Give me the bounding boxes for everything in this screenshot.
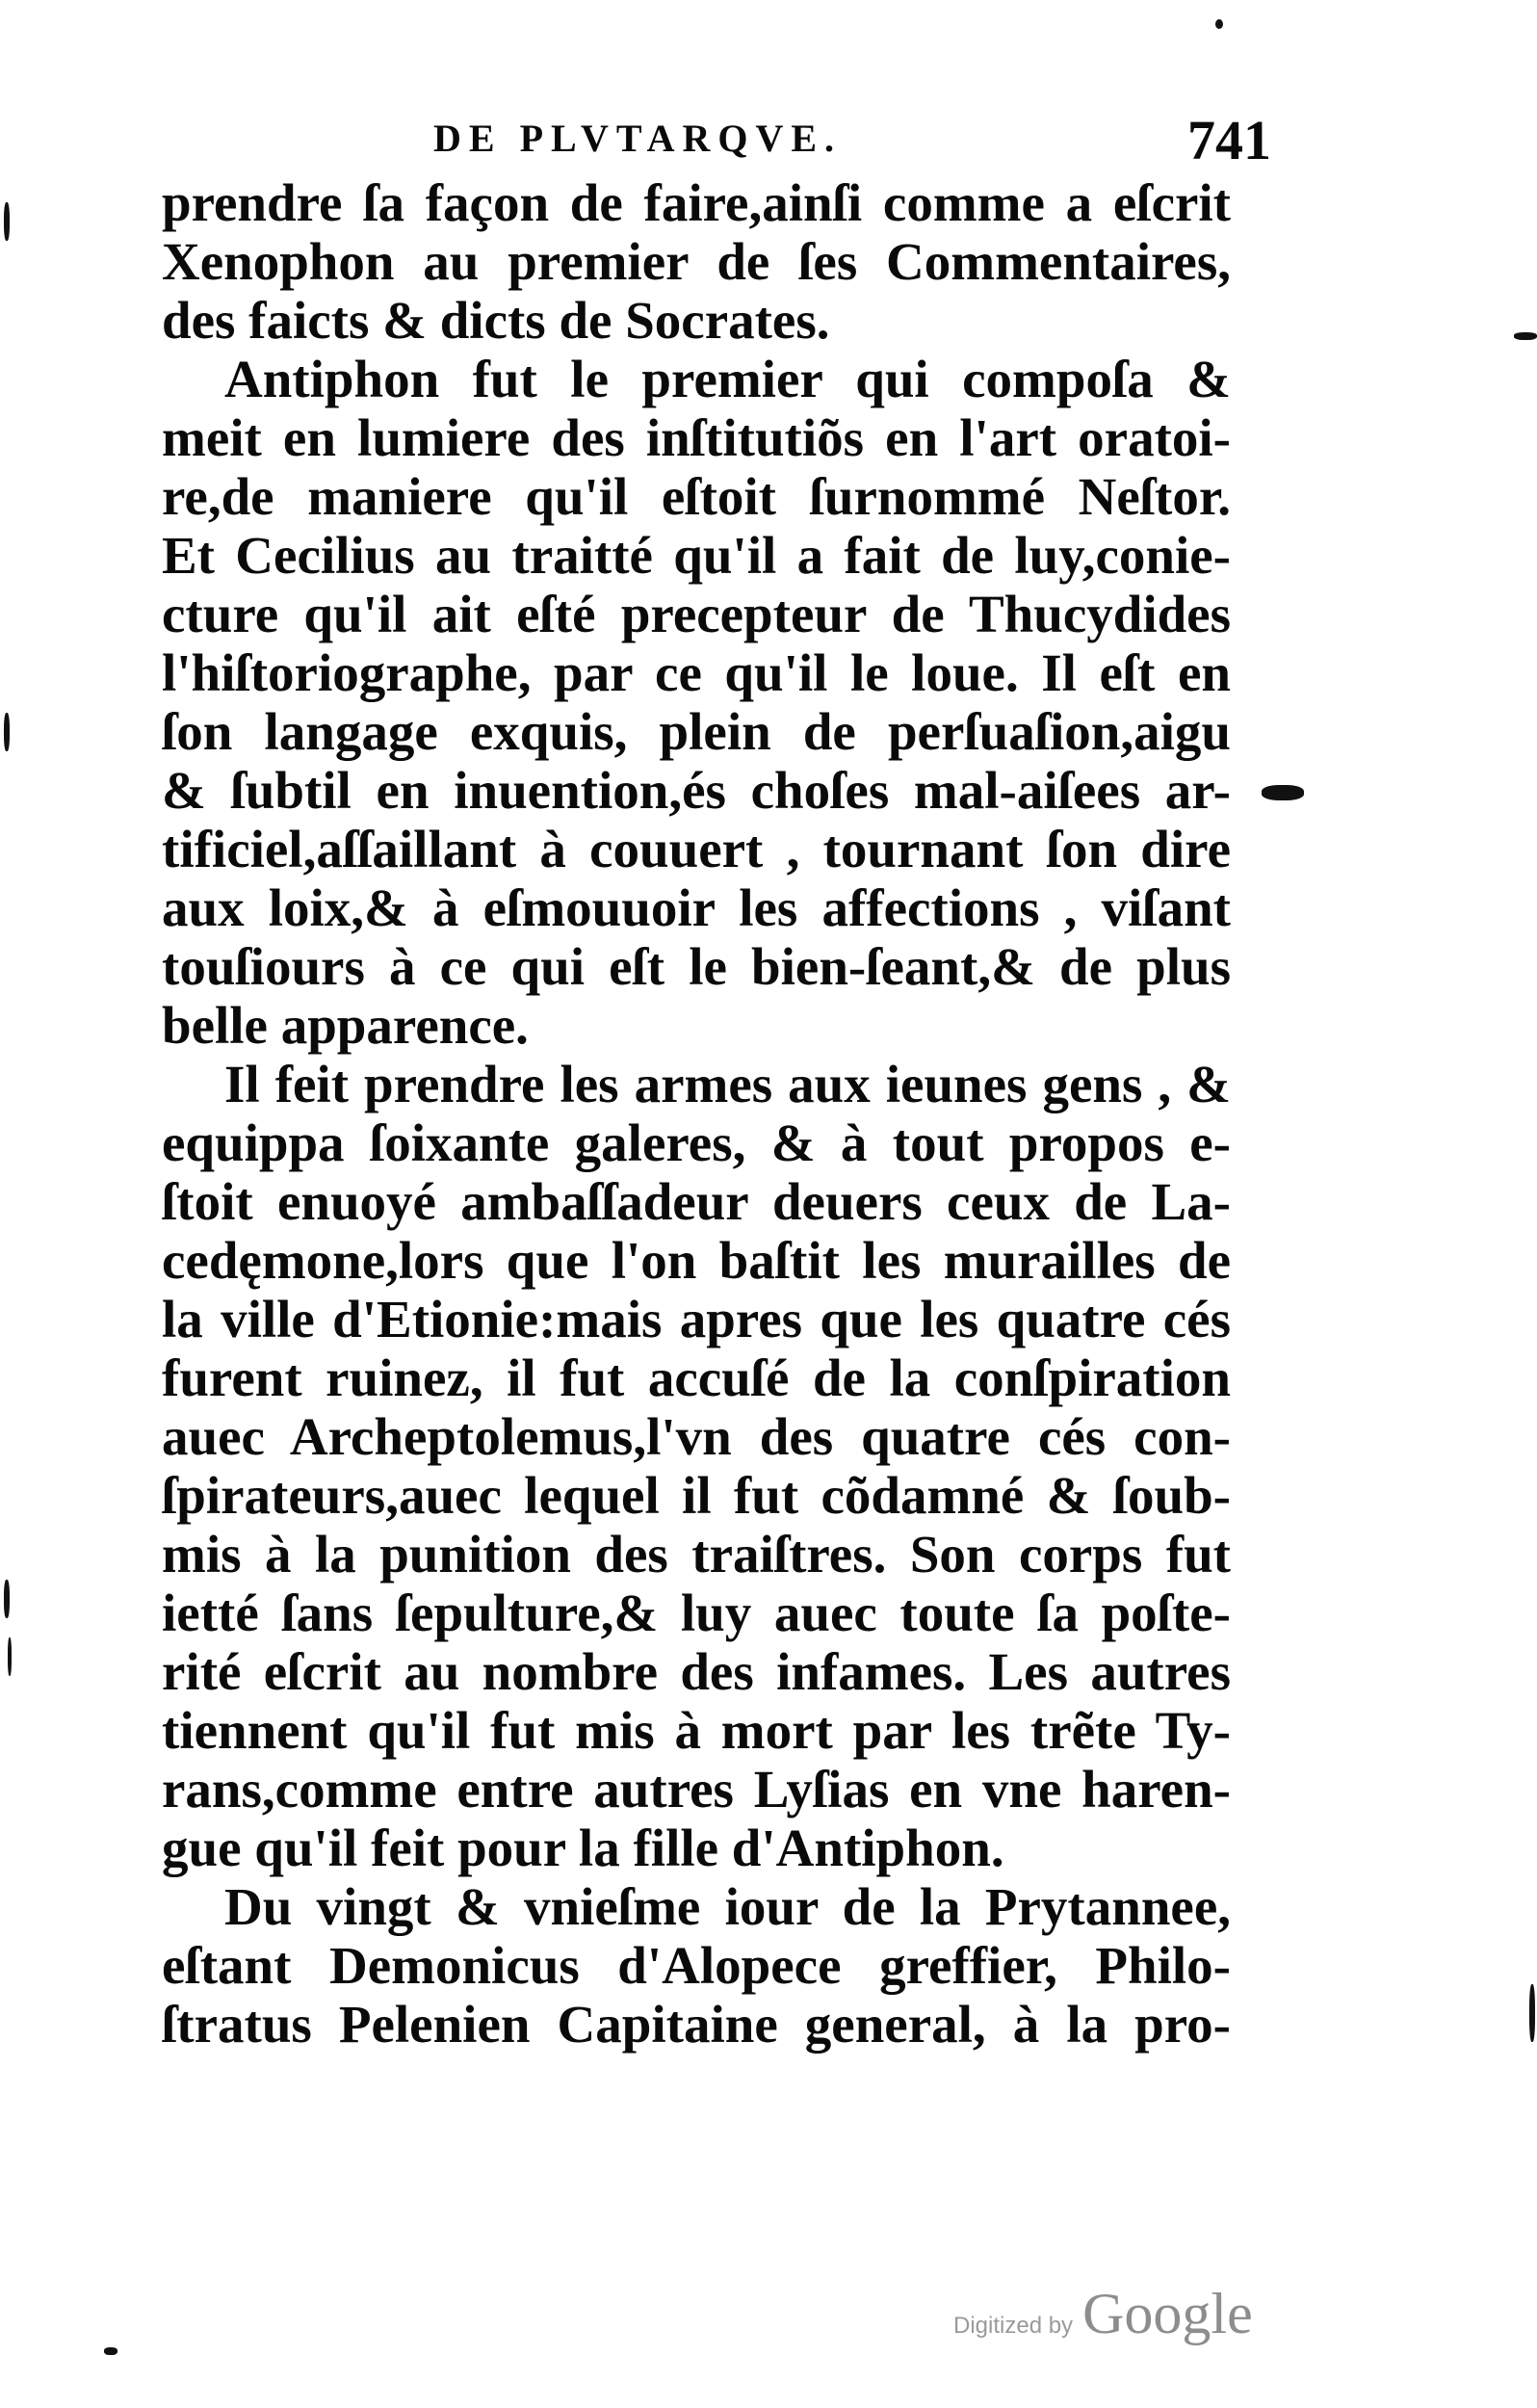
text-line: Du vingt & vnieſme iour de la Prytannee, — [224, 1877, 1231, 1936]
text-line: ſtratus Pelenien Capitaine general, à la pro- — [162, 1995, 1231, 2054]
text-line: equippa ſoixante galeres, & à tout propos e- — [162, 1113, 1231, 1172]
margin-mark — [4, 1580, 10, 1618]
text-line: touſiours à ce qui eſt le bien-ſeant,& de plus — [162, 937, 1231, 996]
text-line: ſpirateurs,auec lequel il fut cõdamné & ſoub- — [162, 1466, 1231, 1525]
text-line: Xenophon au premier de ſes Commentaires, — [162, 232, 1231, 291]
text-line: l'hiſtoriographe, par ce qu'il le loue. Il eſt en — [162, 643, 1231, 702]
text-line: belle apparence. — [162, 996, 529, 1055]
body-text — [162, 173, 1231, 2054]
text-line: tificiel,aſſaillant à couuert , tournant ſon dire — [162, 820, 1231, 878]
margin-mark — [1514, 332, 1537, 340]
running-head: DE PLVTARQVE. — [433, 117, 843, 160]
digitization-watermark — [953, 2281, 1253, 2358]
text-line: auec Archeptolemus,l'vn des quatre cés con- — [162, 1407, 1231, 1466]
page-number: 741 — [1187, 109, 1271, 171]
text-line: ſtoit enuoyé ambaſſadeur deuers ceux de La- — [162, 1172, 1231, 1231]
text-line: prendre ſa façon de faire,ainſi comme a eſcrit — [162, 173, 1231, 232]
page-header — [433, 108, 1271, 175]
margin-mark — [4, 713, 10, 751]
text-line: re,de maniere qu'il eſtoit ſurnommé Neſtor. — [162, 467, 1231, 526]
margin-mark — [104, 2347, 117, 2355]
margin-mark — [4, 202, 10, 241]
text-line: ietté ſans ſepulture,& luy auec toute ſa poſte- — [162, 1584, 1231, 1642]
text-line: Et Cecilius au traitté qu'il a fait de luy,conie- — [162, 526, 1231, 585]
text-line: & ſubtil en inuention,és choſes mal-aiſees ar- — [162, 761, 1231, 820]
text-line: Il feit prendre les armes aux ieunes gens , & — [224, 1055, 1231, 1113]
margin-mark — [1529, 1984, 1535, 2042]
text-line: Antiphon fut le premier qui compoſa & — [224, 350, 1231, 408]
watermark-brand-logo: Google — [1082, 2282, 1253, 2345]
text-line: rans,comme entre autres Lyſias en vne haren- — [162, 1760, 1231, 1819]
margin-mark — [8, 1637, 12, 1676]
text-line: tiennent qu'il fut mis à mort par les trẽte Ty- — [162, 1701, 1231, 1760]
margin-mark — [1262, 785, 1304, 800]
text-line: meit en lumiere des inſtitutiõs en l'art oratoi- — [162, 408, 1231, 467]
text-line: des faicts & dicts de Socrates. — [162, 291, 830, 350]
text-line: eſtant Demonicus d'Alopece greffier, Philo- — [162, 1936, 1231, 1995]
ink-speck — [1215, 19, 1223, 29]
text-line: furent ruinez, il fut accuſé de la conſpiration — [162, 1348, 1231, 1407]
text-line: aux loix,& à eſmouuoir les affections , viſant — [162, 878, 1231, 937]
text-line: la ville d'Etionie:mais apres que les quatre cés — [162, 1290, 1231, 1348]
watermark-prefix: Digitized by — [953, 2313, 1074, 2339]
text-line: mis à la punition des traiſtres. Son corps fut — [162, 1525, 1231, 1584]
text-line: cture qu'il ait eſté precepteur de Thucydides — [162, 585, 1231, 643]
text-line: ſon langage exquis, plein de perſuaſion,aigu — [162, 702, 1231, 761]
text-line: gue qu'il feit pour la fille d'Antiphon. — [162, 1819, 1004, 1877]
text-line: rité eſcrit au nombre des infames. Les autres — [162, 1642, 1231, 1701]
text-line: cedęmone,lors que l'on baſtit les murailles de — [162, 1231, 1231, 1290]
